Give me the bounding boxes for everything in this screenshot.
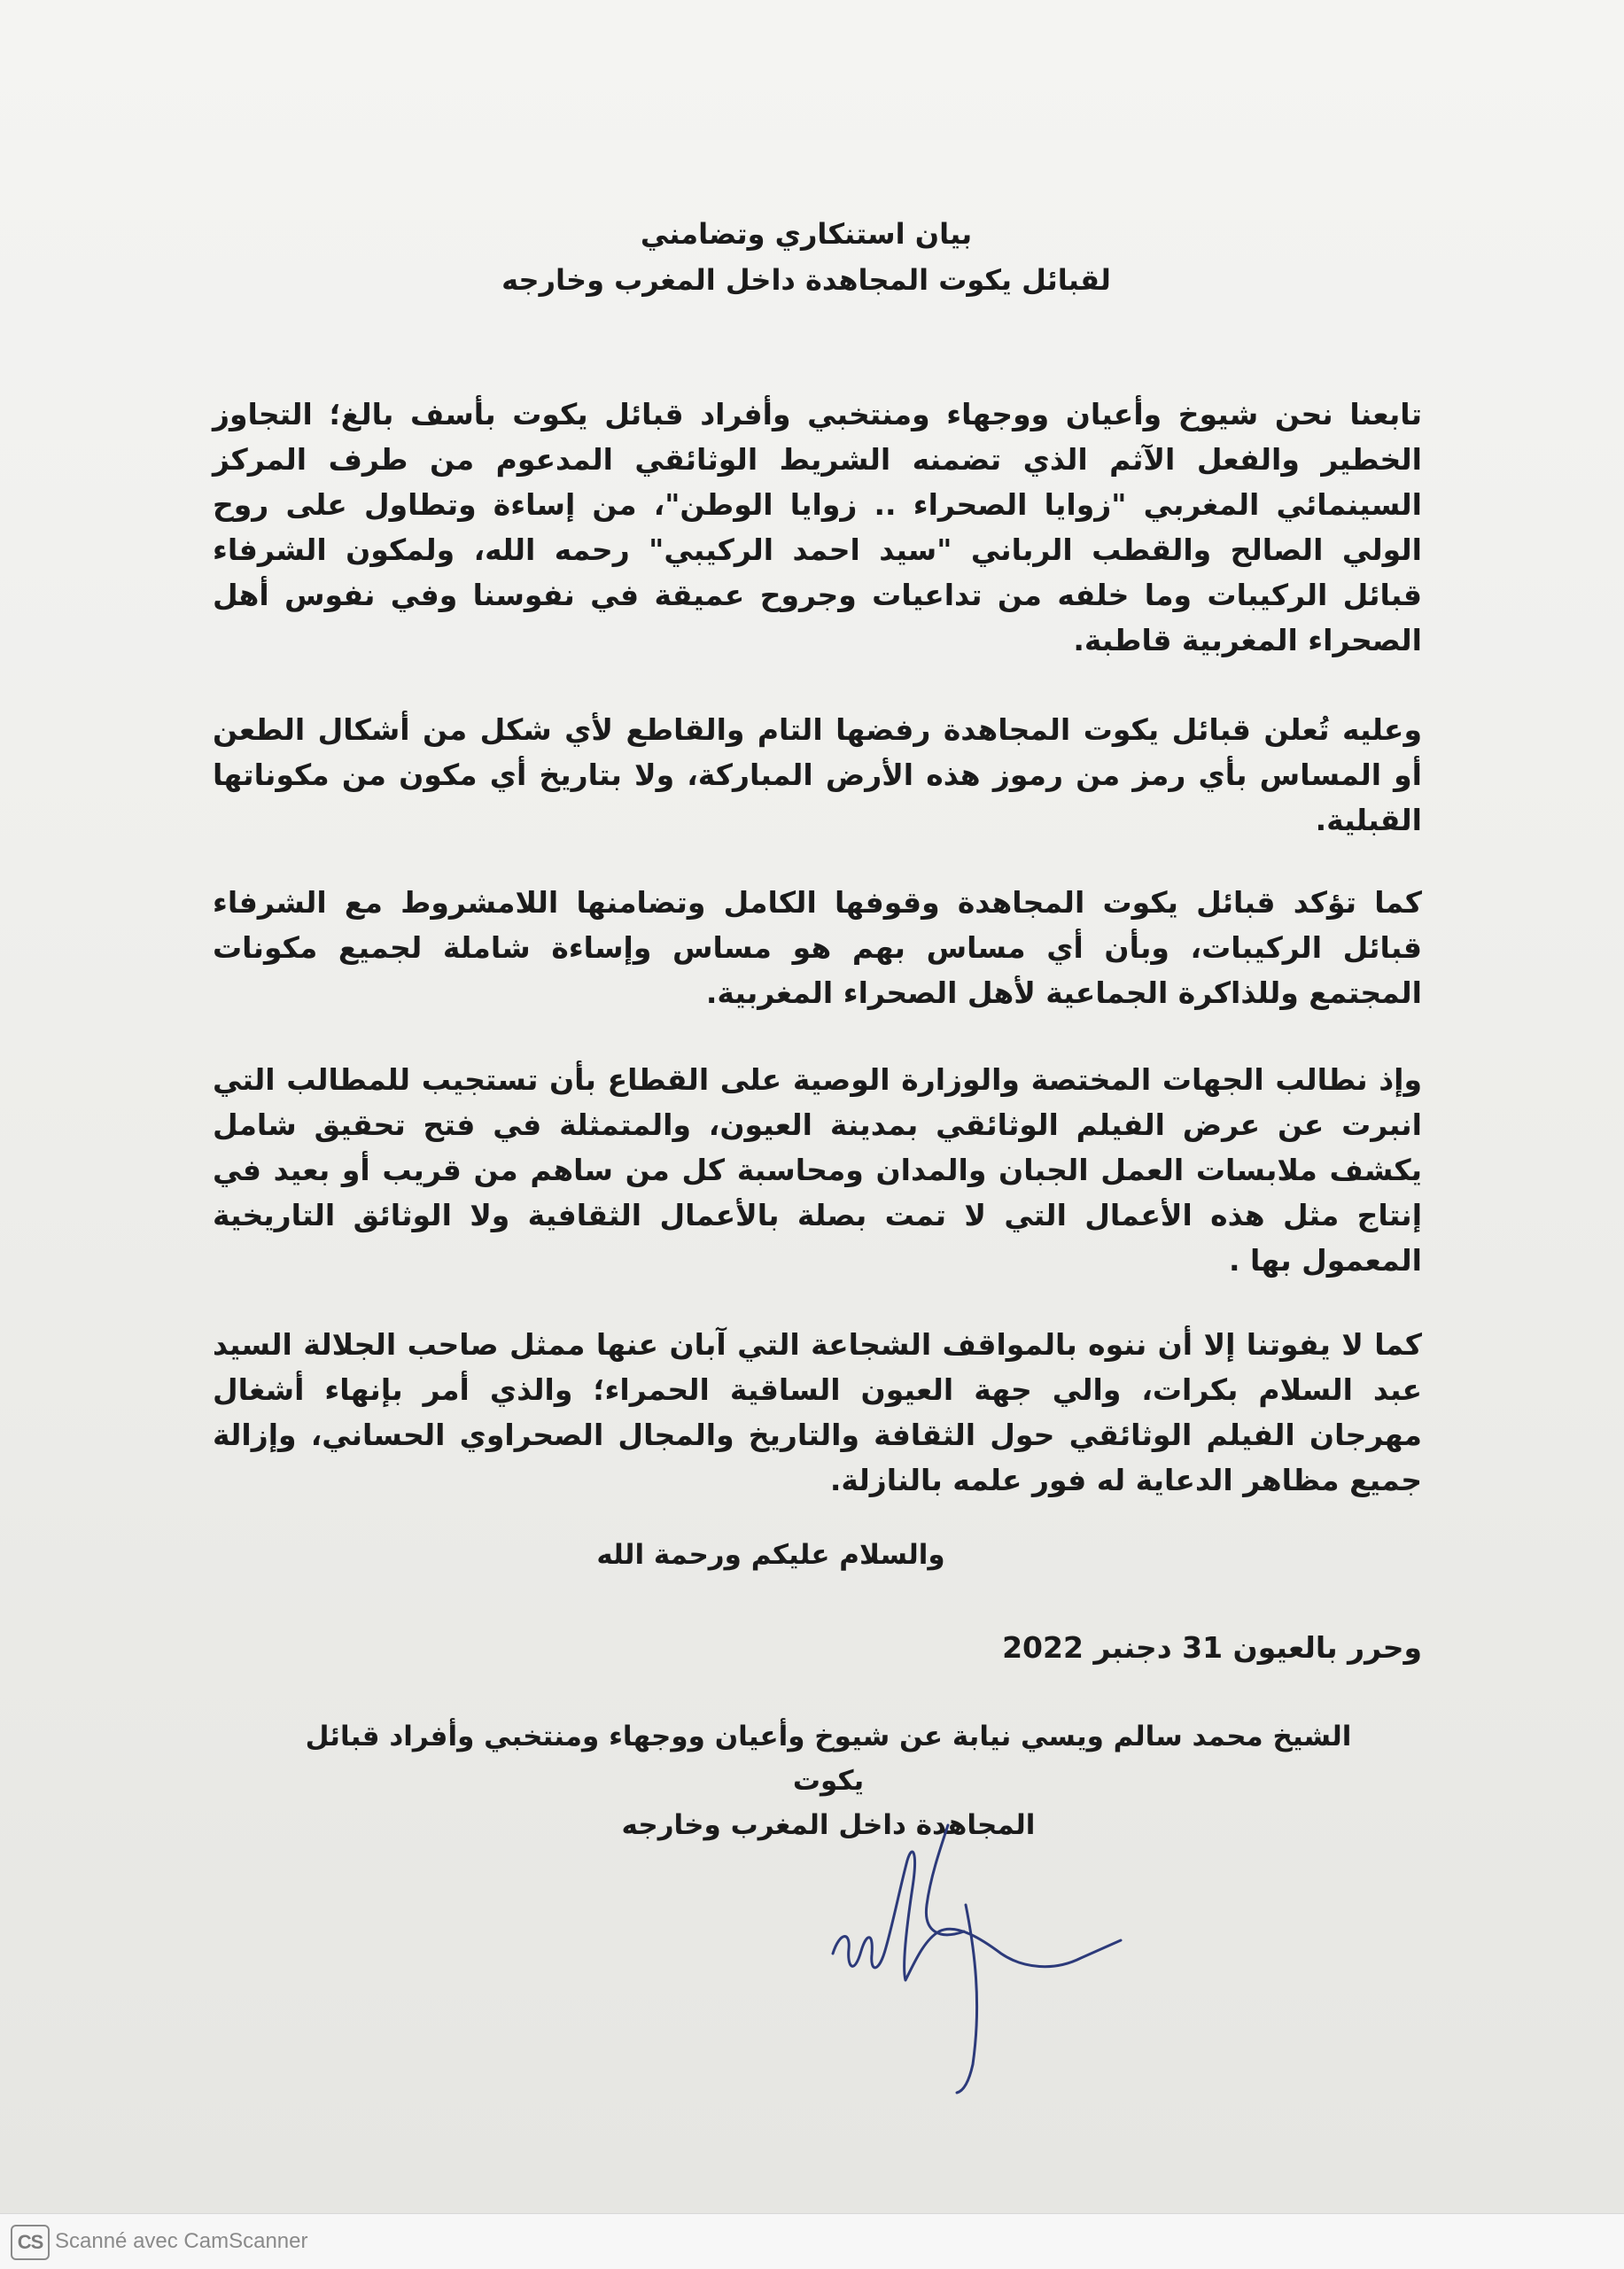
- handwritten-signature: [815, 1799, 1134, 2100]
- signatory-line-2: المجاهدة داخل المغرب وخارجه: [621, 1809, 1036, 1841]
- camscanner-label: Scanné avec CamScanner: [55, 2229, 308, 2253]
- title-line-2: لقبائل يكوت المجاهدة داخل المغرب وخارجه: [501, 263, 1111, 297]
- paragraph-1: تابعنا نحن شيوخ وأعيان ووجهاء ومنتخبي وأفراد قبائل يكوت بأسف بالغ؛ التجاوز الخطير والفعل الآثم الذي تضمنه الشريط الوثائقي المدعوم من طرف المركز السينمائي المغربي "زوايا الصحراء .. زوايا الوطن"، من إساءة وتطاول على روح الولي الصالح والقطب الرباني "سيد احمد الركيبي" رحمه الله، ولمكون الشرفاء قبائل الركيبات وما خلفه من تداعيات وجروح عميقة في نفوسنا وفي نفوس أهل الصحراء المغربية قاطبة.: [213, 397, 1422, 657]
- paragraph-4: وإذ نطالب الجهات المختصة والوزارة الوصية على القطاع بأن تستجيب للمطالب التي انبرت عن عرض الفيلم الوثائقي بمدينة العيون، والمتمثلة في فتح تحقيق شامل يكشف ملابسات العمل الجبان والمدان ومحاسبة كل من ساهم من قريب أو بعيد في إنتاج مثل هذه الأعمال التي لا تمت بصلة بالأعمال الثقافية ولا الوثائق التاريخية المعمول بها .: [213, 1062, 1422, 1278]
- closing-salutation: والسلام عليكم ورحمة الله: [596, 1539, 945, 1571]
- title-line-1: بيان استنكاري وتضامني: [640, 217, 973, 251]
- camscanner-logo-icon: CS: [11, 2225, 50, 2260]
- paragraph-5: كما لا يفوتنا إلا أن ننوه بالمواقف الشجاعة التي آبان عنها ممثل صاحب الجلالة السيد عبد السلام بكرات، والي جهة العيون الساقية الحمراء؛ والذي أمر بإنهاء أشغال مهرجان الفيلم الوثائقي حول الثقافة والتاريخ والمجال الصحراوي الحساني، وإزالة جميع مظاهر الدعاية له فور علمه بالنازلة.: [213, 1327, 1422, 1497]
- document-title: [496, 211, 1116, 303]
- camscanner-footer: [0, 2213, 1624, 2269]
- signatory-line-1: الشيخ محمد سالم ويسي نيابة عن شيوخ وأعيان ووجهاء ومنتخبي وأفراد قبائل يكوت: [305, 1721, 1352, 1797]
- place-and-date: وحرر بالعيون 31 دجنبر 2022: [1002, 1630, 1422, 1665]
- paragraph-3: كما تؤكد قبائل يكوت المجاهدة وقوفها الكامل وتضامنها اللامشروط مع الشرفاء قبائل الركيبات، وبأن أي مساس بهم هو مساس وإساءة شاملة لجميع مكونات المجتمع وللذاكرة الجماعية لأهل الصحراء المغربية.: [213, 885, 1422, 1010]
- paragraph-2: وعليه تُعلن قبائل يكوت المجاهدة رفضها التام والقاطع لأي شكل من أشكال الطعن أو المساس بأي رمز من رموز هذه الأرض المباركة، ولا بتاريخ أي مكون من مكوناتها القبلية.: [213, 712, 1422, 837]
